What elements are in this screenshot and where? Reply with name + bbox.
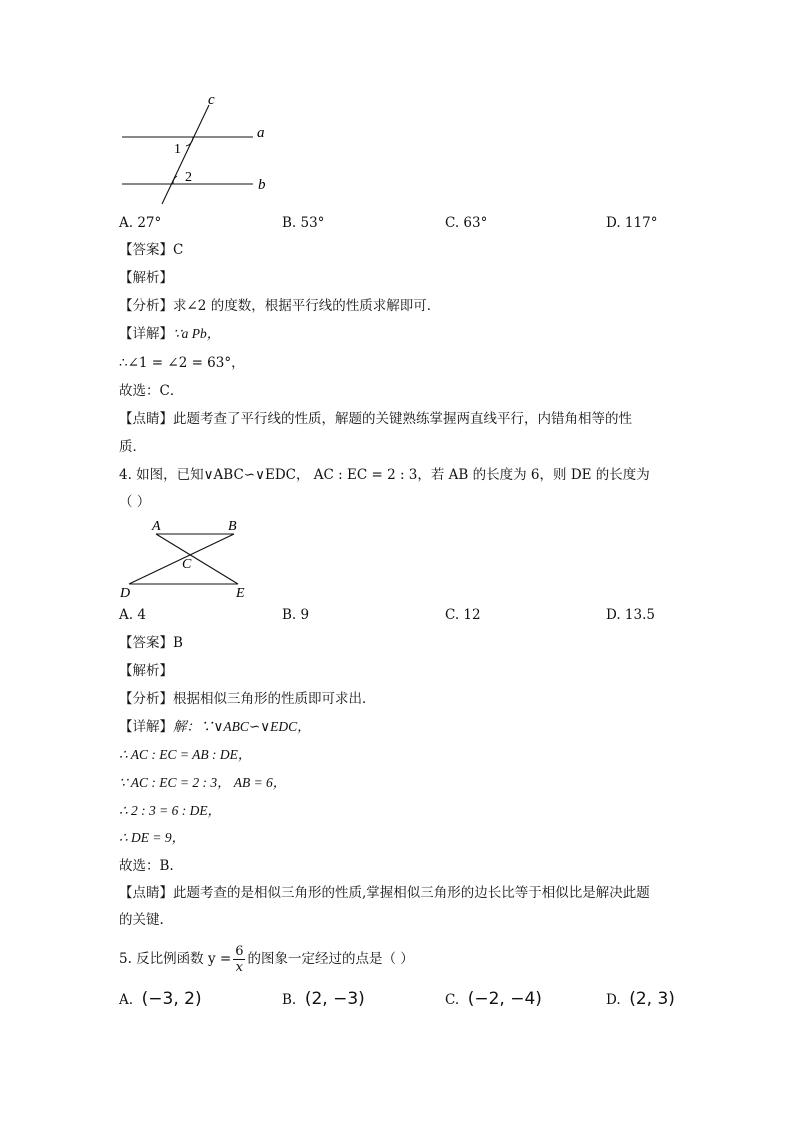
q5-option-c: C. (−2, −4) — [445, 989, 542, 1009]
q3-analysis-tag: 【解析】 — [119, 270, 173, 286]
q4-choose: 故选：B. — [119, 858, 174, 874]
vertex-b: B — [228, 519, 237, 534]
q3-step1: ∴∠1 = ∠2 = 63°， — [119, 355, 245, 371]
q3-option-c: C. 63° — [445, 215, 488, 231]
label-2: 2 — [185, 170, 192, 185]
q3-option-d: D. 117° — [606, 215, 658, 231]
q3-dianjing: 【点睛】此题考查了平行线的性质，解题的关键熟练掌握两直线平行，内错角相等的性 — [119, 411, 632, 427]
label-b: b — [258, 177, 266, 193]
angle-2-arc — [173, 176, 177, 184]
label-1: 1 — [174, 142, 181, 157]
q4-stem-paren: （ ） — [119, 494, 151, 510]
q3-option-b: B. 53° — [282, 215, 325, 231]
vertex-e: E — [236, 586, 245, 601]
q4-dianjing: 【点睛】此题考查的是相似三角形的性质,掌握相似三角形的边长比等于相似比是解决此题 — [119, 885, 650, 901]
label-c: c — [208, 92, 215, 108]
q3-option-a: A. 27° — [119, 215, 162, 231]
q5-fraction: $\frac{6}{x}$ — [235, 944, 244, 975]
segment-ae — [156, 534, 238, 584]
q4-dianjing-cont: 的关键. — [119, 912, 164, 928]
line-c — [162, 105, 209, 204]
q5-stem: 5. 反比例函数 y = $\frac{6}{x}$ 的图象一定经过的点是（ ） — [119, 944, 414, 975]
vertex-a: A — [152, 519, 161, 534]
q4-answer: 【答案】B — [119, 635, 183, 651]
angle-1-arc — [186, 137, 193, 146]
q3-dianjing-cont: 质． — [119, 439, 146, 455]
parallel-lines-figure — [110, 88, 290, 213]
q4-option-c: C. 12 — [445, 607, 481, 623]
q3-answer: 【答案】C — [119, 242, 184, 258]
q4-step2: ∵ AC : EC = 2 : 3， AB = 6， — [119, 775, 287, 790]
q3-fenxi: 【分析】求∠2 的度数，根据平行线的性质求解即可． — [119, 298, 441, 314]
similar-triangles-figure — [112, 514, 262, 604]
q5-option-d: D. (2, 3) — [606, 989, 675, 1009]
q3-choose: 故选：C． — [119, 383, 184, 399]
q4-xiangjie: 【详解】解：∵∨ABC∽∨EDC， — [119, 719, 311, 735]
q4-option-a: A. 4 — [119, 607, 146, 623]
q4-step3: ∴ 2 : 3 = 6 : DE， — [119, 803, 222, 818]
q4-step1: ∴ AC : EC = AB : DE， — [119, 747, 252, 762]
q4-stem: 4. 如图，已知∨ABC∽∨EDC， AC : EC = 2 : 3，若 AB 的长度为 6，则 DE 的长度为 — [119, 467, 650, 483]
vertex-c: C — [182, 557, 192, 572]
q4-step4: ∴ DE = 9， — [119, 830, 186, 845]
vertex-d: D — [120, 586, 131, 601]
q3-xiangjie: 【详解】∵a Pb， — [119, 326, 221, 342]
q5-option-b: B. (2, −3) — [282, 989, 365, 1009]
q5-option-a: A. (−3, 2) — [119, 989, 202, 1009]
q4-option-d: D. 13.5 — [606, 607, 655, 623]
q4-option-b: B. 9 — [282, 607, 310, 623]
q4-fenxi: 【分析】根据相似三角形的性质即可求出． — [119, 691, 376, 707]
q4-analysis-tag: 【解析】 — [119, 663, 173, 679]
label-a: a — [257, 125, 265, 141]
